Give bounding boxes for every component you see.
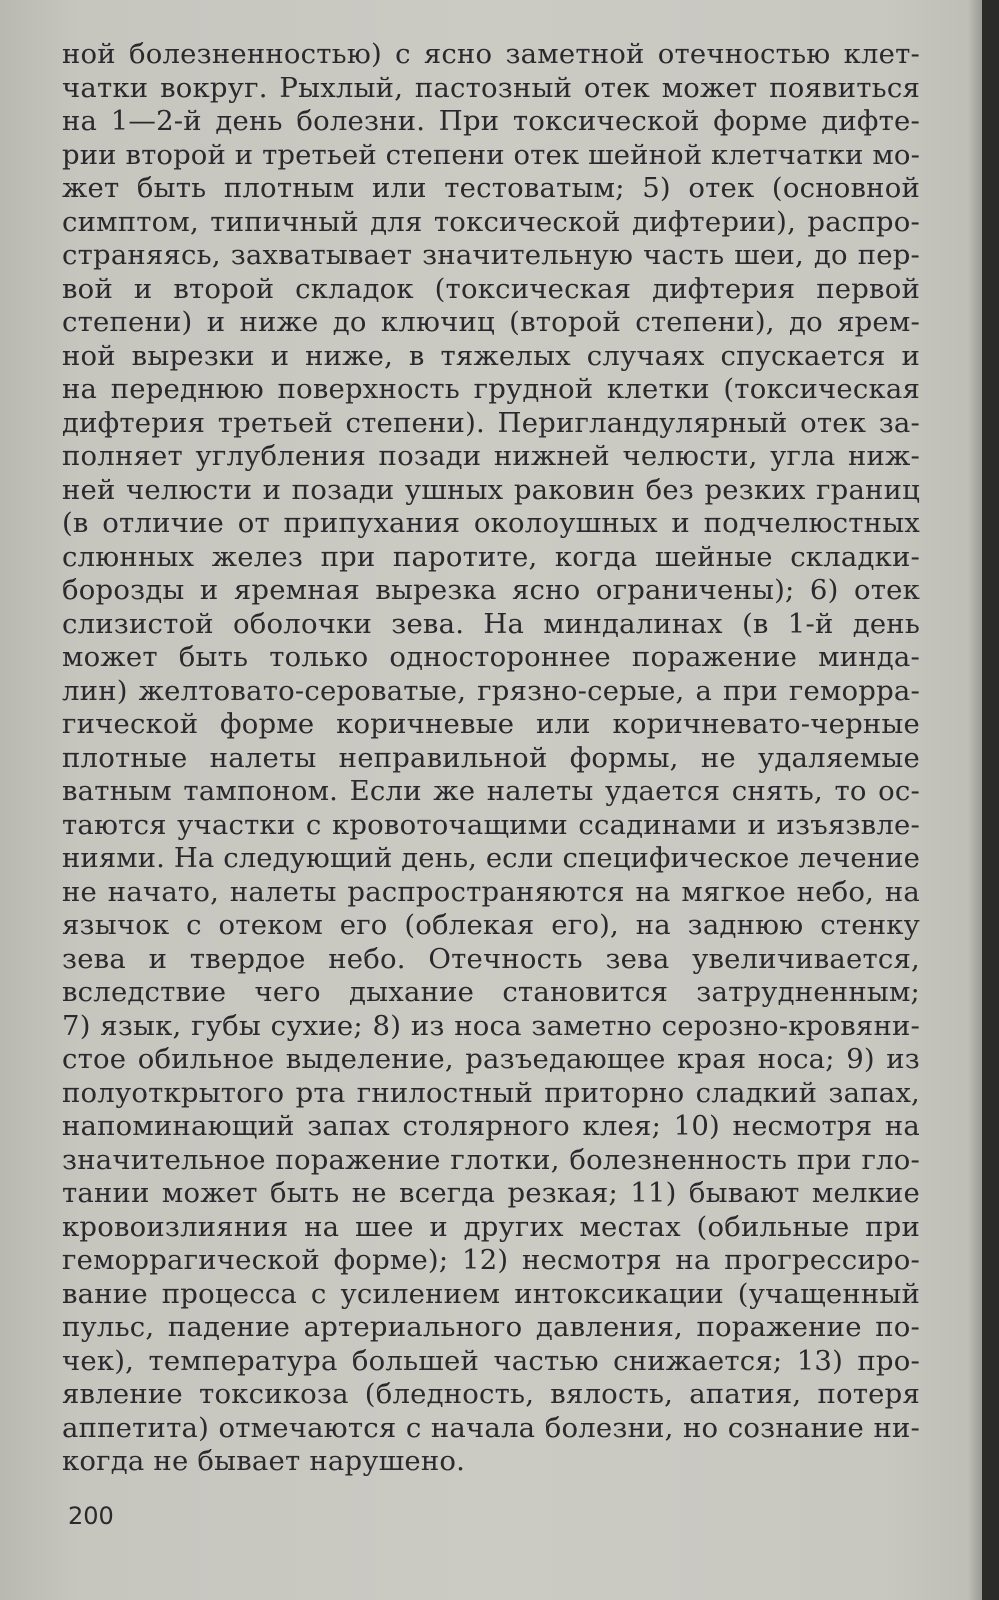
text-line: аппетита) отмечаются с начала болезни, но сознание ни-	[62, 1411, 920, 1444]
text-line: значительное поражение глотки, болезненность при гло-	[62, 1143, 920, 1176]
text-line: слизистой оболочки зева. На миндалинах (в 1-й день	[62, 607, 920, 640]
text-line: слюнных желез при паротите, когда шейные складки-	[62, 540, 920, 573]
text-line: ниями. На следующий день, если специфическое лечение	[62, 842, 920, 874]
text-line: страняясь, захватывает значительную часть шеи, до пер-	[62, 239, 920, 271]
text-line: когда не бывает нарушено.	[62, 1445, 466, 1477]
text-line: кровоизлияния на шее и других местах (обильные при	[62, 1210, 920, 1243]
text-line: геморрагической форме); 12) несмотря на прогрессиро-	[62, 1244, 920, 1276]
text-line: не начато, налеты распространяются на мягкое небо, на	[62, 875, 920, 908]
text-line: рии второй и третьей степени отек шейной клетчатки мо-	[62, 138, 920, 171]
text-line: 7) язык, губы сухие; 8) из носа заметно серозно-кровяни-	[62, 1009, 920, 1042]
text-line: чатки вокруг. Рыхлый, пастозный отек может появиться	[62, 71, 920, 104]
text-line: явление токсикоза (бледность, вялость, апатия, потеря	[62, 1378, 920, 1410]
text-line: тании может быть не всегда резкая; 11) бывают мелкие	[62, 1177, 920, 1209]
text-line: таются участки с кровоточащими ссадинами и изъязвле-	[62, 808, 920, 841]
text-line: напоминающий запах столярного клея; 10) несмотря на	[62, 1110, 920, 1142]
text-line: гической форме коричневые или коричневато-черные	[62, 708, 920, 740]
text-line: симптом, типичный для токсической дифтерии), распро-	[62, 205, 920, 238]
text-line: пульс, падение артериального давления, поражение по-	[62, 1311, 920, 1343]
text-line: борозды и яремная вырезка ясно ограничены); 6) отек	[62, 574, 920, 606]
text-line: ной болезненностью) с ясно заметной отечностью клет-	[62, 38, 920, 70]
text-line: степени) и ниже до ключиц (второй степени), до ярем-	[62, 306, 920, 338]
text-line: вследствие чего дыхание становится затрудненным;	[62, 976, 920, 1008]
text-line: полняет углубления позади нижней челюсти, угла ниж-	[62, 440, 920, 472]
text-line: (в отличие от припухания околоушных и подчелюстных	[62, 507, 920, 539]
text-line: вание процесса с усилением интоксикации (учащенный	[62, 1277, 920, 1310]
text-line: может быть только одностороннее поражение минда-	[62, 641, 920, 673]
text-line: язычок с отеком его (облекая его), на заднюю стенку	[62, 909, 920, 941]
text-line: лин) желтовато-сероватые, грязно-серые, а при геморра-	[62, 674, 920, 707]
text-line: чек), температура большей частью снижается; 13) про-	[62, 1344, 920, 1377]
text-line: ней челюсти и позади ушных раковин без резких границ	[62, 473, 920, 506]
text-line: на переднюю поверхность грудной клетки (токсическая	[62, 373, 920, 405]
text-line: зева и твердое небо. Отечность зева увеличивается,	[62, 942, 920, 975]
text-line: жет быть плотным или тестоватым; 5) отек (основной	[62, 172, 920, 204]
body-text	[62, 38, 920, 1479]
text-line: полуоткрытого рта гнилостный приторно сладкий запах,	[62, 1076, 920, 1109]
text-line: стое обильное выделение, разъедающее края носа; 9) из	[62, 1043, 920, 1075]
text-line: на 1—2-й день болезни. При токсической форме дифте-	[62, 105, 920, 137]
text-line: ватным тампоном. Если же налеты удается снять, то ос-	[62, 775, 920, 807]
text-line: ной вырезки и ниже, в тяжелых случаях спускается и	[62, 339, 920, 372]
text-line: вой и второй складок (токсическая дифтерия первой	[62, 272, 920, 305]
text-line: дифтерия третьей степени). Перигландулярный отек за-	[62, 406, 920, 439]
text-line: плотные налеты неправильной формы, не удаляемые	[62, 741, 920, 774]
page-number: 200	[68, 1502, 114, 1530]
